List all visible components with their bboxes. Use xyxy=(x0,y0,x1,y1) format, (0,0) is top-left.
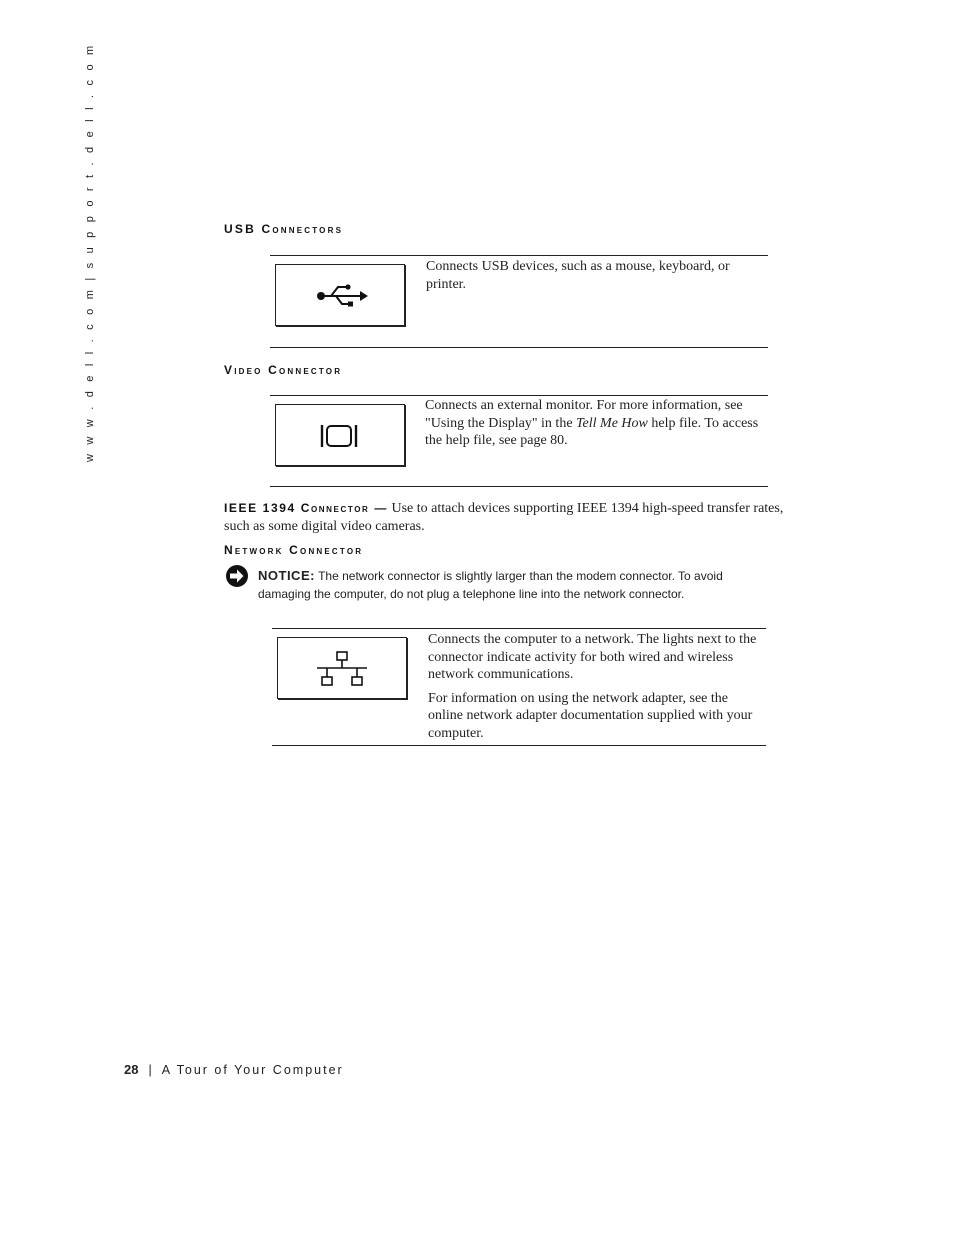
side-url: w w w . d e l l . c o m | s u p p o r t . d e l l . c o m xyxy=(84,42,96,462)
video-desc-italic: Tell Me How xyxy=(576,415,648,431)
notice xyxy=(258,567,778,603)
video-heading: Video Connector xyxy=(224,363,343,377)
notice-arrow-icon xyxy=(225,564,249,588)
network-description xyxy=(428,631,764,742)
video-icon-box xyxy=(275,404,405,466)
footer-title: A Tour of Your Computer xyxy=(161,1063,344,1077)
page-number: 28 xyxy=(124,1062,139,1077)
usb-top-rule xyxy=(270,255,768,256)
network-heading: Network Connector xyxy=(224,543,364,557)
ieee-paragraph xyxy=(224,500,794,535)
footer-separator: | xyxy=(148,1063,152,1077)
network-description-2: For information on using the network adapter, see the online network adapter documentation supplied with your computer. xyxy=(428,690,753,741)
usb-heading: USB Connectors xyxy=(224,222,344,236)
ieee-heading: IEEE 1394 Connector — xyxy=(224,501,388,515)
network-icon xyxy=(278,638,406,698)
usb-bottom-rule xyxy=(270,347,768,348)
notice-text: The network connector is slightly larger than the modem connector. To avoid damaging the computer, do not plug a telephone line into the network connector. xyxy=(258,569,723,601)
page-footer xyxy=(124,1062,344,1077)
video-icon xyxy=(276,405,404,465)
network-bottom-rule xyxy=(272,745,766,746)
network-top-rule xyxy=(272,628,766,629)
usb-description: Connects USB devices, such as a mouse, keyboard, or printer. xyxy=(426,259,730,292)
ieee-text: Use to attach devices supporting IEEE 1394 high-speed transfer rates, such as some digital video cameras. xyxy=(224,501,784,534)
usb-icon-box xyxy=(275,264,405,326)
video-top-rule xyxy=(270,395,768,396)
usb-icon xyxy=(276,265,404,325)
network-icon-box xyxy=(277,637,407,699)
video-description xyxy=(425,397,765,450)
video-bottom-rule xyxy=(270,486,768,487)
network-description-1: Connects the computer to a network. The lights next to the connector indicate activity for both wired and wireless network communications. xyxy=(428,632,757,682)
video-desc-before: Connects an external monitor. For more information, see "Using the Display" in the xyxy=(425,398,743,431)
notice-label: NOTICE: xyxy=(258,568,315,583)
video-desc-after: help file. To access the help file, see page 80. xyxy=(425,415,759,448)
